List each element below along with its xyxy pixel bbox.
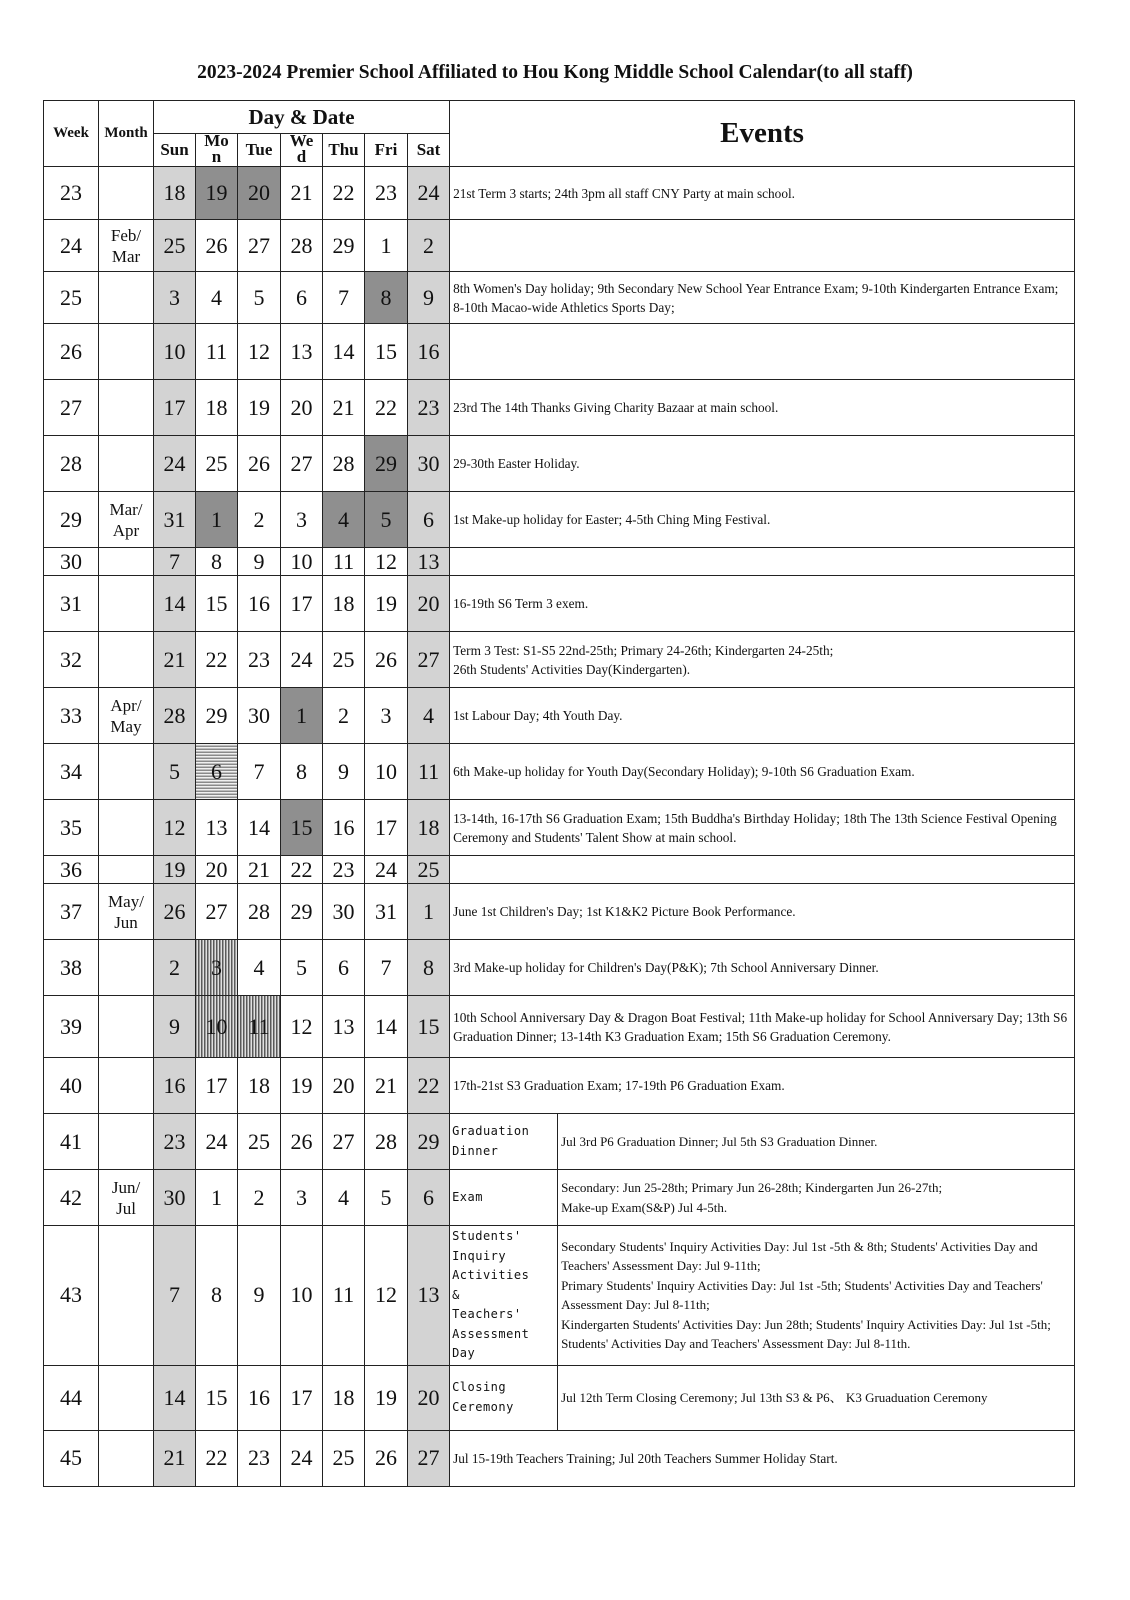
date-cell: 1 [365, 220, 408, 272]
date-cell: 26 [365, 632, 408, 688]
date-cell: 18 [238, 1058, 281, 1114]
date-cell: 1 [408, 884, 450, 940]
date-cell: 19 [196, 167, 238, 220]
week-row [44, 1226, 1075, 1366]
date-cell: 9 [408, 272, 450, 324]
event-category: Exam [450, 1170, 558, 1226]
date-cell: 29 [365, 436, 408, 492]
week-row [44, 744, 1075, 800]
date-cell: 11 [323, 1226, 365, 1366]
event-text: 17th-21st S3 Graduation Exam; 17-19th P6 Graduation Exam. [450, 1058, 1075, 1114]
date-cell: 21 [365, 1058, 408, 1114]
date-cell: 10 [196, 996, 238, 1058]
date-cell: 28 [281, 220, 323, 272]
week-row [44, 632, 1075, 688]
date-cell: 21 [154, 632, 196, 688]
month-label [99, 324, 154, 380]
date-cell: 13 [323, 996, 365, 1058]
week-row [44, 800, 1075, 856]
date-cell: 19 [238, 380, 281, 436]
date-cell: 23 [408, 380, 450, 436]
week-row [44, 884, 1075, 940]
date-cell: 26 [196, 220, 238, 272]
week-number: 44 [44, 1365, 99, 1430]
date-cell: 9 [238, 548, 281, 576]
date-cell: 4 [196, 272, 238, 324]
date-cell: 17 [196, 1058, 238, 1114]
event-text [450, 220, 1075, 272]
month-label [99, 436, 154, 492]
event-text: 1st Make-up holiday for Easter; 4-5th Ching Ming Festival. [450, 492, 1075, 548]
date-cell: 2 [238, 492, 281, 548]
date-cell: 8 [281, 744, 323, 800]
month-label [99, 380, 154, 436]
week-number: 43 [44, 1226, 99, 1366]
date-cell: 7 [154, 548, 196, 576]
month-label [99, 632, 154, 688]
week-row [44, 1058, 1075, 1114]
date-cell: 7 [154, 1226, 196, 1366]
month-label [99, 1365, 154, 1430]
date-cell: 13 [281, 324, 323, 380]
date-cell: 23 [365, 167, 408, 220]
dow-fri: Fri [365, 134, 408, 167]
dow-mon [196, 134, 238, 167]
week-number: 29 [44, 492, 99, 548]
date-cell: 28 [154, 688, 196, 744]
date-cell: 12 [238, 324, 281, 380]
date-cell: 25 [323, 1430, 365, 1486]
date-cell: 16 [408, 324, 450, 380]
date-cell: 29 [281, 884, 323, 940]
week-number: 35 [44, 800, 99, 856]
date-cell: 5 [281, 940, 323, 996]
event-category: Closing Ceremony [450, 1365, 558, 1430]
date-cell: 26 [365, 1430, 408, 1486]
date-cell: 15 [196, 576, 238, 632]
date-cell: 6 [408, 492, 450, 548]
date-cell: 17 [281, 576, 323, 632]
date-cell: 14 [365, 996, 408, 1058]
week-number: 34 [44, 744, 99, 800]
date-cell: 5 [238, 272, 281, 324]
date-cell: 3 [154, 272, 196, 324]
date-cell: 25 [154, 220, 196, 272]
month-label [99, 800, 154, 856]
date-cell: 13 [408, 548, 450, 576]
date-cell: 12 [365, 548, 408, 576]
date-cell: 10 [154, 324, 196, 380]
date-cell: 9 [154, 996, 196, 1058]
date-cell: 24 [408, 167, 450, 220]
event-text: 23rd The 14th Thanks Giving Charity Bazaar at main school. [450, 380, 1075, 436]
event-text: 8th Women's Day holiday; 9th Secondary New School Year Entrance Exam; 9-10th Kindergarten Entrance Exam; 8-10th Macao-wide Athletics Sports Day; [450, 272, 1075, 324]
date-cell: 25 [408, 856, 450, 884]
date-cell: 23 [323, 856, 365, 884]
event-text: Jul 15-19th Teachers Training; Jul 20th Teachers Summer Holiday Start. [450, 1430, 1075, 1486]
date-cell: 17 [365, 800, 408, 856]
date-cell: 15 [365, 324, 408, 380]
month-label [99, 548, 154, 576]
date-cell: 16 [238, 576, 281, 632]
date-cell: 18 [196, 380, 238, 436]
date-cell: 1 [281, 688, 323, 744]
week-number: 45 [44, 1430, 99, 1486]
week-row [44, 492, 1075, 548]
event-text: Term 3 Test: S1-S5 22nd-25th; Primary 24-26th; Kindergarten 24-25th; 26th Students' Activities Day(Kindergarten). [450, 632, 1075, 688]
week-row [44, 996, 1075, 1058]
date-cell: 14 [238, 800, 281, 856]
date-cell: 21 [154, 1430, 196, 1486]
date-cell: 2 [154, 940, 196, 996]
month-label [99, 1430, 154, 1486]
date-cell: 4 [323, 1170, 365, 1226]
month-label [99, 167, 154, 220]
week-row [44, 324, 1075, 380]
event-text: 21st Term 3 starts; 24th 3pm all staff CNY Party at main school. [450, 167, 1075, 220]
date-cell: 24 [281, 1430, 323, 1486]
event-category: Graduation Dinner [450, 1114, 558, 1170]
dow-wed [281, 134, 323, 167]
date-cell: 14 [154, 576, 196, 632]
date-cell: 24 [281, 632, 323, 688]
date-cell: 2 [238, 1170, 281, 1226]
date-cell: 29 [408, 1114, 450, 1170]
week-row [44, 436, 1075, 492]
date-cell: 8 [408, 940, 450, 996]
week-number: 27 [44, 380, 99, 436]
week-number: 24 [44, 220, 99, 272]
date-cell: 9 [323, 744, 365, 800]
date-cell: 15 [281, 800, 323, 856]
date-cell: 16 [323, 800, 365, 856]
month-label [99, 576, 154, 632]
date-cell: 23 [154, 1114, 196, 1170]
date-cell: 19 [154, 856, 196, 884]
event-description: Secondary: Jun 25-28th; Primary Jun 26-28th; Kindergarten Jun 26-27th; Make-up Exam(S&P) Jul 4-5th. [558, 1170, 1075, 1226]
date-cell: 22 [196, 632, 238, 688]
week-number: 40 [44, 1058, 99, 1114]
date-cell: 21 [323, 380, 365, 436]
week-row [44, 1430, 1075, 1486]
event-text: 10th School Anniversary Day & Dragon Boat Festival; 11th Make-up holiday for School Anniversary Day; 13th S6 Graduation Dinner; 13-14th K3 Graduation Exam; 15th S6 Graduation Ceremony. [450, 996, 1075, 1058]
month-header: Month [99, 101, 154, 167]
date-cell: 8 [365, 272, 408, 324]
week-row [44, 548, 1075, 576]
date-cell: 1 [196, 1170, 238, 1226]
date-cell: 20 [323, 1058, 365, 1114]
date-cell: 25 [323, 632, 365, 688]
date-cell: 18 [323, 1365, 365, 1430]
month-label: Apr/ May [99, 688, 154, 744]
date-cell: 10 [281, 548, 323, 576]
date-cell: 27 [408, 632, 450, 688]
date-cell: 5 [154, 744, 196, 800]
week-number: 30 [44, 548, 99, 576]
date-cell: 12 [154, 800, 196, 856]
date-cell: 11 [196, 324, 238, 380]
month-label [99, 272, 154, 324]
date-cell: 20 [408, 1365, 450, 1430]
week-row [44, 1170, 1075, 1226]
week-number: 25 [44, 272, 99, 324]
dow-sun: Sun [154, 134, 196, 167]
month-label [99, 744, 154, 800]
week-row [44, 688, 1075, 744]
week-number: 26 [44, 324, 99, 380]
date-cell: 22 [281, 856, 323, 884]
date-cell: 15 [196, 1365, 238, 1430]
month-label [99, 996, 154, 1058]
date-cell: 18 [323, 576, 365, 632]
week-number: 41 [44, 1114, 99, 1170]
week-row [44, 1114, 1075, 1170]
date-cell: 27 [196, 884, 238, 940]
date-cell: 30 [238, 688, 281, 744]
month-label: Mar/ Apr [99, 492, 154, 548]
date-cell: 8 [196, 1226, 238, 1366]
date-cell: 7 [323, 272, 365, 324]
date-cell: 6 [196, 744, 238, 800]
date-cell: 21 [281, 167, 323, 220]
month-label: May/ Jun [99, 884, 154, 940]
event-text: 16-19th S6 Term 3 exem. [450, 576, 1075, 632]
week-row [44, 380, 1075, 436]
event-text [450, 856, 1075, 884]
dow-wed-label: We d [289, 133, 314, 165]
calendar-table [43, 100, 1075, 1487]
date-cell: 28 [323, 436, 365, 492]
date-cell: 19 [281, 1058, 323, 1114]
date-cell: 3 [281, 1170, 323, 1226]
date-cell: 26 [281, 1114, 323, 1170]
date-cell: 25 [196, 436, 238, 492]
week-number: 36 [44, 856, 99, 884]
month-label [99, 1114, 154, 1170]
date-cell: 14 [323, 324, 365, 380]
date-cell: 14 [154, 1365, 196, 1430]
date-cell: 23 [238, 632, 281, 688]
date-cell: 17 [154, 380, 196, 436]
month-label [99, 1226, 154, 1366]
week-row [44, 940, 1075, 996]
dow-sat: Sat [408, 134, 450, 167]
week-row [44, 167, 1075, 220]
week-number: 38 [44, 940, 99, 996]
date-cell: 5 [365, 1170, 408, 1226]
date-cell: 20 [281, 380, 323, 436]
date-cell: 11 [408, 744, 450, 800]
date-cell: 30 [408, 436, 450, 492]
event-category: Students' Inquiry Activities & Teachers' Assessment Day [450, 1226, 558, 1366]
date-cell: 20 [408, 576, 450, 632]
date-cell: 15 [408, 996, 450, 1058]
event-description: Jul 12th Term Closing Ceremony; Jul 13th S3 & P6、 K3 Gruaduation Ceremony [558, 1365, 1075, 1430]
week-number: 28 [44, 436, 99, 492]
event-text [450, 548, 1075, 576]
event-text: June 1st Children's Day; 1st K1&K2 Picture Book Performance. [450, 884, 1075, 940]
dow-tue: Tue [238, 134, 281, 167]
month-label [99, 940, 154, 996]
event-text: 1st Labour Day; 4th Youth Day. [450, 688, 1075, 744]
date-cell: 2 [323, 688, 365, 744]
date-cell: 4 [408, 688, 450, 744]
date-cell: 30 [154, 1170, 196, 1226]
week-number: 31 [44, 576, 99, 632]
date-cell: 22 [408, 1058, 450, 1114]
date-cell: 25 [238, 1114, 281, 1170]
date-cell: 27 [238, 220, 281, 272]
date-cell: 8 [196, 548, 238, 576]
date-cell: 13 [196, 800, 238, 856]
date-cell: 13 [408, 1226, 450, 1366]
date-cell: 5 [365, 492, 408, 548]
day-date-header: Day & Date [154, 101, 450, 134]
date-cell: 29 [196, 688, 238, 744]
date-cell: 22 [365, 380, 408, 436]
week-row [44, 220, 1075, 272]
date-cell: 31 [154, 492, 196, 548]
event-text: 13-14th, 16-17th S6 Graduation Exam; 15th Buddha's Birthday Holiday; 18th The 13th Science Festival Opening Ceremony and Students' Talent Show at main school. [450, 800, 1075, 856]
date-cell: 9 [238, 1226, 281, 1366]
date-cell: 27 [281, 436, 323, 492]
date-cell: 18 [154, 167, 196, 220]
week-header: Week [44, 101, 99, 167]
calendar-body [44, 167, 1075, 1487]
event-text: 6th Make-up holiday for Youth Day(Secondary Holiday); 9-10th S6 Graduation Exam. [450, 744, 1075, 800]
date-cell: 24 [154, 436, 196, 492]
date-cell: 12 [365, 1226, 408, 1366]
date-cell: 20 [196, 856, 238, 884]
week-number: 42 [44, 1170, 99, 1226]
month-label [99, 856, 154, 884]
date-cell: 26 [238, 436, 281, 492]
week-number: 23 [44, 167, 99, 220]
date-cell: 16 [154, 1058, 196, 1114]
week-row [44, 856, 1075, 884]
date-cell: 29 [323, 220, 365, 272]
event-description: Jul 3rd P6 Graduation Dinner; Jul 5th S3 Graduation Dinner. [558, 1114, 1075, 1170]
date-cell: 11 [238, 996, 281, 1058]
date-cell: 19 [365, 576, 408, 632]
dow-mon-label: Mo n [204, 133, 229, 165]
event-text [450, 324, 1075, 380]
date-cell: 3 [281, 492, 323, 548]
event-text: 3rd Make-up holiday for Children's Day(P&K); 7th School Anniversary Dinner. [450, 940, 1075, 996]
week-row [44, 576, 1075, 632]
event-text: 29-30th Easter Holiday. [450, 436, 1075, 492]
date-cell: 22 [196, 1430, 238, 1486]
date-cell: 6 [323, 940, 365, 996]
date-cell: 27 [408, 1430, 450, 1486]
date-cell: 2 [408, 220, 450, 272]
date-cell: 27 [323, 1114, 365, 1170]
month-label: Jun/ Jul [99, 1170, 154, 1226]
date-cell: 1 [196, 492, 238, 548]
date-cell: 6 [281, 272, 323, 324]
date-cell: 26 [154, 884, 196, 940]
date-cell: 28 [238, 884, 281, 940]
week-number: 37 [44, 884, 99, 940]
date-cell: 10 [365, 744, 408, 800]
date-cell: 18 [408, 800, 450, 856]
date-cell: 16 [238, 1365, 281, 1430]
week-number: 32 [44, 632, 99, 688]
date-cell: 22 [323, 167, 365, 220]
date-cell: 30 [323, 884, 365, 940]
date-cell: 24 [196, 1114, 238, 1170]
page-title: 2023-2024 Premier School Affiliated to Hou Kong Middle School Calendar(to all staff) [197, 62, 913, 83]
month-label [99, 1058, 154, 1114]
date-cell: 19 [365, 1365, 408, 1430]
date-cell: 3 [365, 688, 408, 744]
week-number: 39 [44, 996, 99, 1058]
date-cell: 12 [281, 996, 323, 1058]
date-cell: 3 [196, 940, 238, 996]
date-cell: 7 [365, 940, 408, 996]
date-cell: 20 [238, 167, 281, 220]
dow-thu: Thu [323, 134, 365, 167]
month-label: Feb/ Mar [99, 220, 154, 272]
date-cell: 21 [238, 856, 281, 884]
date-cell: 23 [238, 1430, 281, 1486]
date-cell: 28 [365, 1114, 408, 1170]
date-cell: 11 [323, 548, 365, 576]
week-row [44, 1365, 1075, 1430]
date-cell: 17 [281, 1365, 323, 1430]
date-cell: 4 [238, 940, 281, 996]
date-cell: 7 [238, 744, 281, 800]
week-number: 33 [44, 688, 99, 744]
date-cell: 6 [408, 1170, 450, 1226]
date-cell: 31 [365, 884, 408, 940]
week-row [44, 272, 1075, 324]
date-cell: 24 [365, 856, 408, 884]
date-cell: 10 [281, 1226, 323, 1366]
event-description: Secondary Students' Inquiry Activities Day: Jul 1st -5th & 8th; Students' Activities Day and Teachers' Assessment Day: Jul 9-11th; Primary Students' Inquiry Activities Day: Jul 1st -5th; Students' Activities Day and Teachers' Assessment Day: Jul 8-11th; Kindergarten Students' Activities Day: Jun 28th; Students' Inquiry Activities Day: Jul 1st -5th; Students' Activities Day and Teachers' Assessment Day: Jul 8-11th. [558, 1226, 1075, 1366]
date-cell: 4 [323, 492, 365, 548]
events-header: Events [450, 101, 1075, 167]
